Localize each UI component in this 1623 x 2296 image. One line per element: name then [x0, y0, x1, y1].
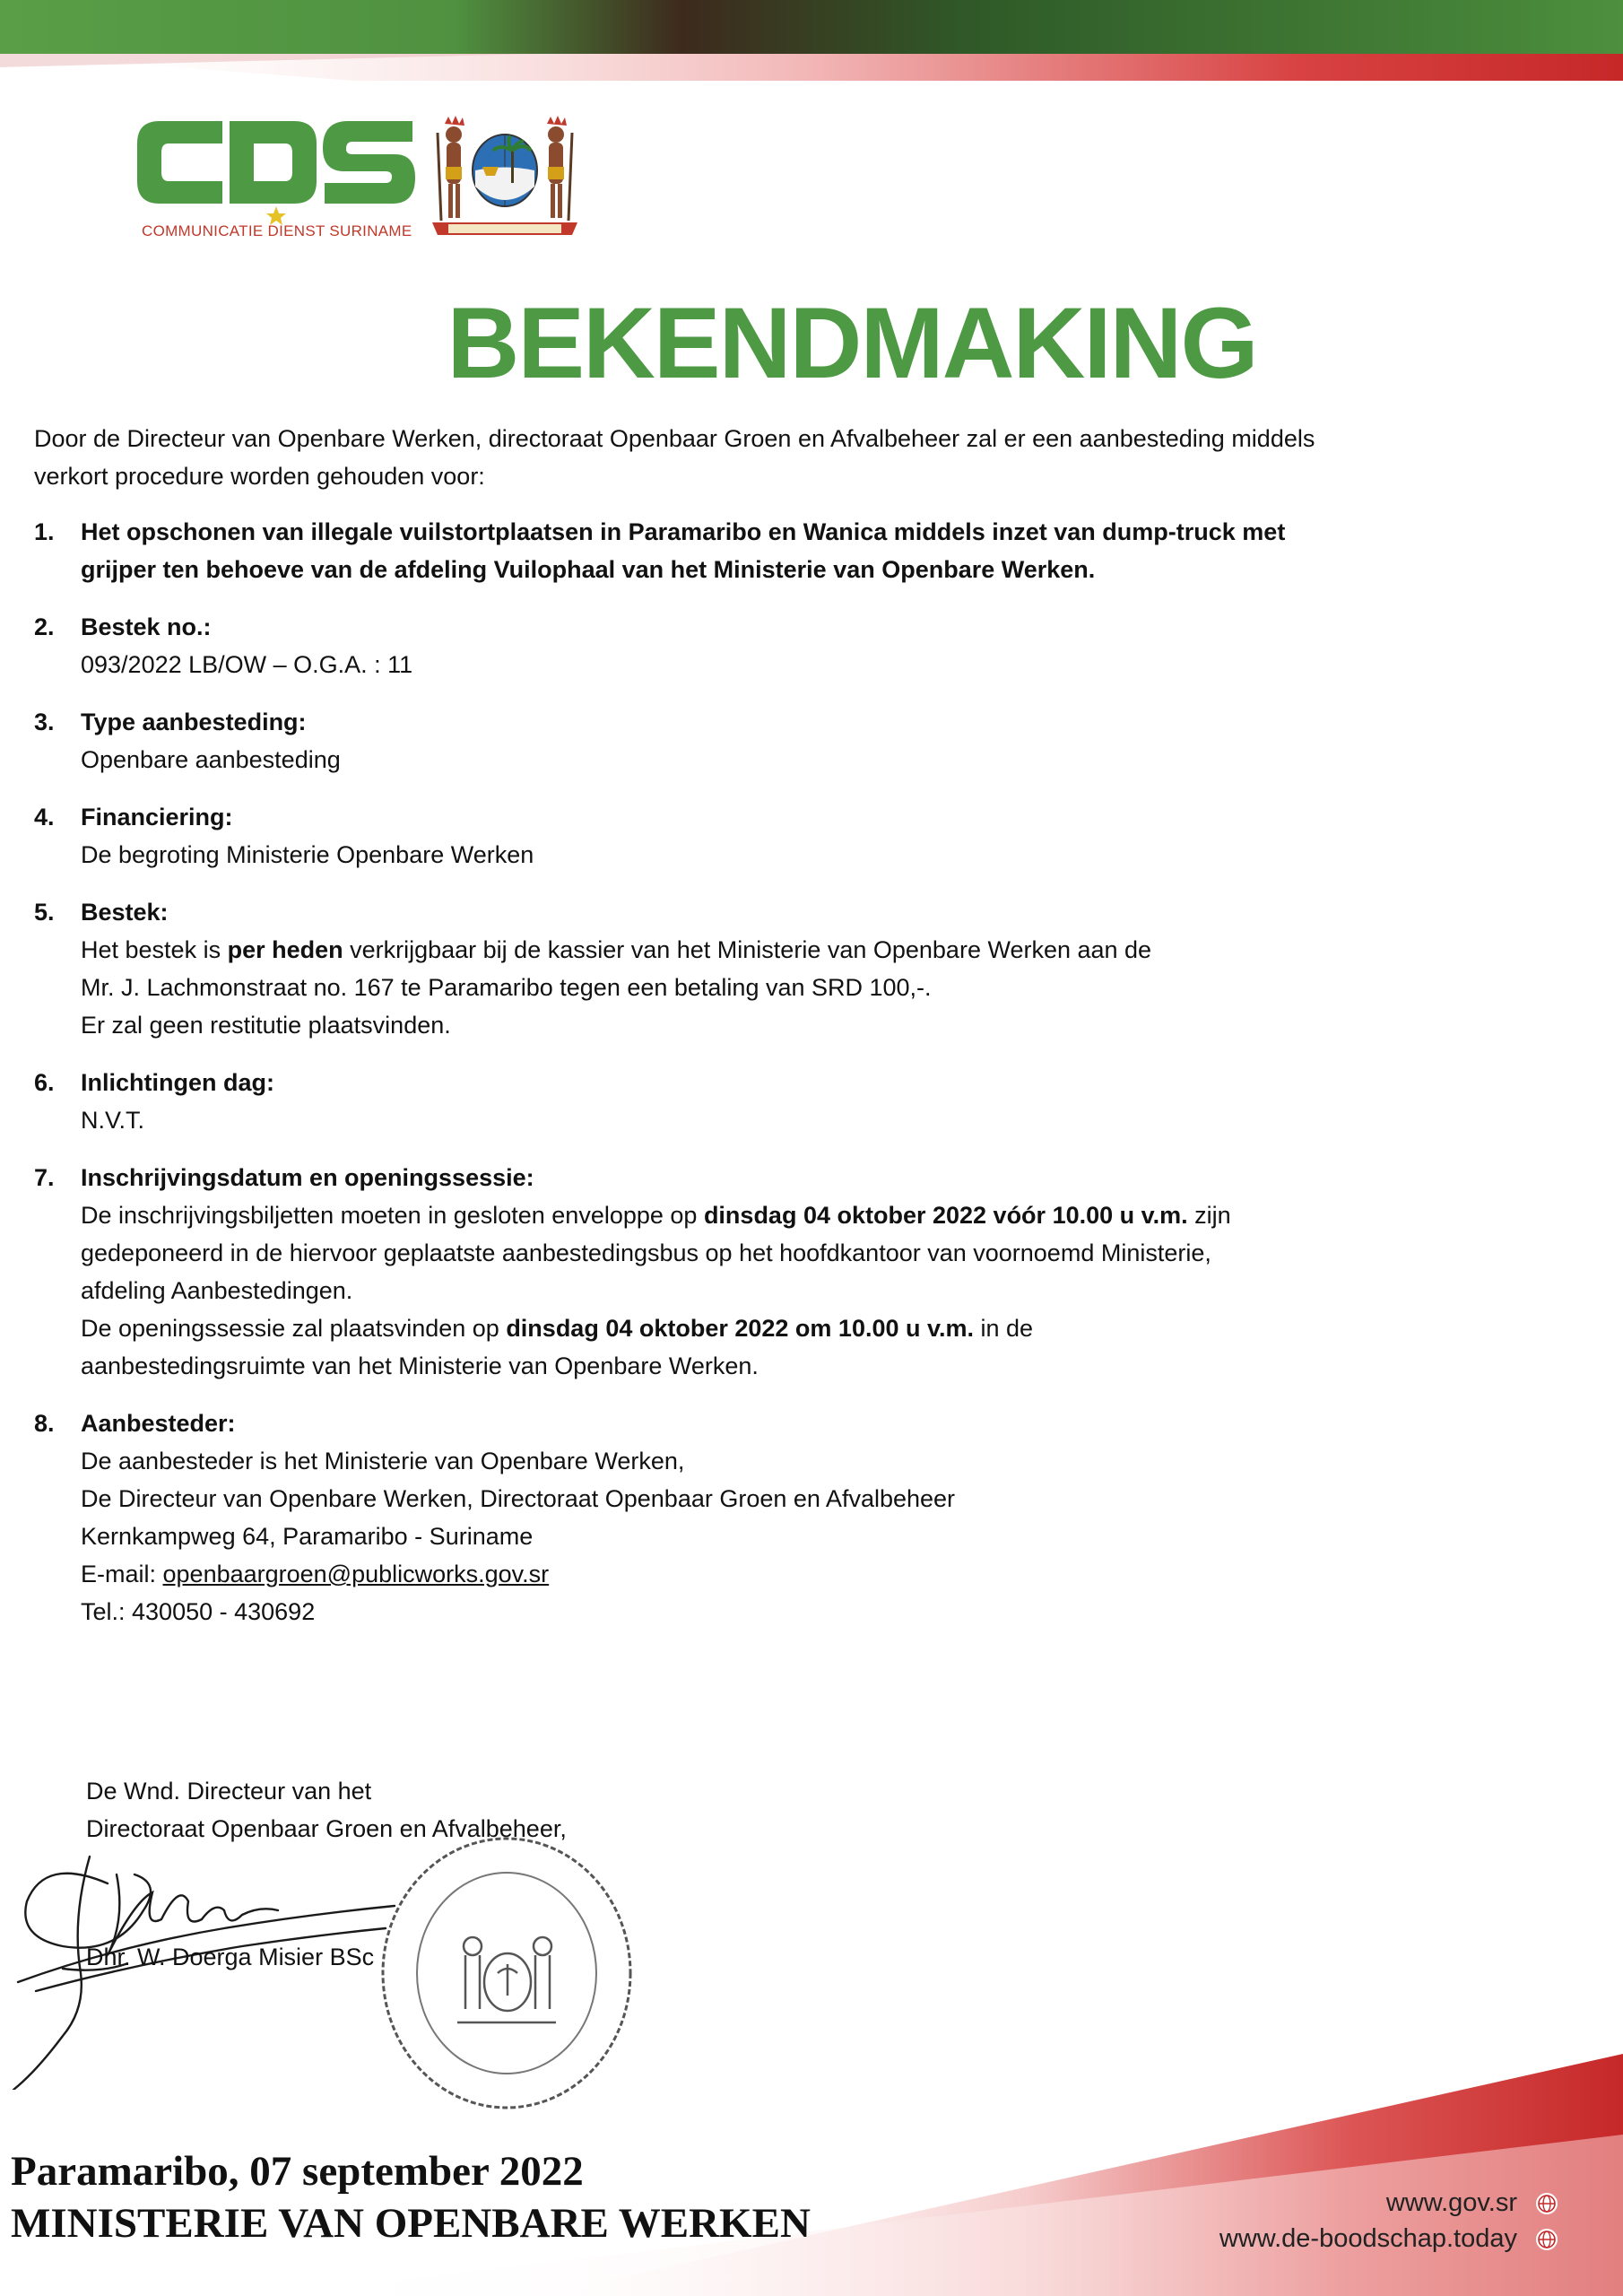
signatory-name: Dhr. W. Doerga Misier BSc — [86, 1944, 375, 1970]
website-link[interactable]: www.gov.sr — [1385, 2188, 1517, 2217]
ministry-name: MINISTERIE VAN OPENBARE WERKEN — [11, 2200, 811, 2247]
text-span: De openingssessie zal plaatsvinden op — [81, 1315, 507, 1342]
item-text-line — [81, 931, 1334, 969]
text-span: in de — [974, 1315, 1034, 1342]
website-link[interactable]: www.de-boodschap.today — [1219, 2224, 1517, 2253]
item-number: 6. — [34, 1069, 55, 1096]
item-text-line: Mr. J. Lachmonstraat no. 167 te Paramaribo tegen een betaling van SRD 100,-. — [81, 974, 932, 1001]
item-text-line: De aanbesteder is het Ministerie van Openbare Werken, — [81, 1448, 685, 1474]
text-span: zijn — [1187, 1202, 1231, 1229]
item-heading: Bestek no.: — [81, 613, 212, 640]
header-band — [0, 0, 1623, 81]
email-line — [81, 1555, 1334, 1593]
item-text-line: De Directeur van Openbare Werken, Directoraat Openbaar Groen en Afvalbeheer — [81, 1485, 956, 1512]
item-heading: Type aanbesteding: — [81, 709, 307, 735]
text-emphasis: dinsdag 04 oktober 2022 om 10.00 u v.m. — [506, 1315, 975, 1342]
item-text: Openbare aanbesteding — [81, 746, 341, 773]
item-text: De begroting Ministerie Openbare Werken — [81, 841, 534, 868]
item-text-line: aanbestedingsruimte van het Ministerie van Openbare Werken. — [81, 1352, 759, 1379]
phone-line: Tel.: 430050 - 430692 — [81, 1598, 316, 1625]
item-number: 2. — [34, 613, 55, 640]
item-number: 4. — [34, 804, 55, 831]
text-span: De inschrijvingsbiljetten moeten in gesloten enveloppe op — [81, 1202, 704, 1229]
item-number: 5. — [34, 899, 55, 926]
email-label: E-mail: — [81, 1561, 163, 1587]
item-heading: Financiering: — [81, 804, 233, 831]
item-heading: Inschrijvingsdatum en openingssessie: — [81, 1164, 534, 1191]
item-heading: Inlichtingen dag: — [81, 1069, 274, 1096]
item-number: 8. — [34, 1410, 55, 1437]
list-item — [34, 1064, 1334, 1139]
announcement-body — [34, 420, 1334, 1650]
item-text-line: Er zal geen restitutie plaatsvinden. — [81, 1012, 451, 1039]
signatory-line: De Wnd. Directeur van het — [86, 1778, 372, 1805]
globe-icon — [1535, 2192, 1558, 2215]
item-text-line: Kernkampweg 64, Paramaribo - Suriname — [81, 1523, 534, 1550]
list-item — [34, 1159, 1334, 1385]
item-number: 7. — [34, 1164, 55, 1191]
text-emphasis: per heden — [227, 936, 343, 963]
coat-of-arms-icon — [429, 115, 581, 240]
list-item — [34, 608, 1334, 683]
place-and-date: Paramaribo, 07 september 2022 — [11, 2148, 584, 2195]
item-text-line: gedeponeerd in de hiervoor geplaatste aanbestedingsbus op het hoofdkantoor van voornoemd Ministerie, — [81, 1239, 1211, 1266]
item-number: 1. — [34, 518, 55, 545]
item-heading: Bestek: — [81, 899, 169, 926]
page-title: BEKENDMAKING — [447, 287, 1257, 399]
item-text-line — [81, 1309, 1334, 1347]
item-heading: Het opschonen van illegale vuilstortplaatsen in Paramaribo en Wanica middels inzet van dump-truck met grijper ten behoeve van de afdeling Vuilophaal van het Ministerie van Openbare Werken. — [81, 518, 1286, 583]
email-link[interactable]: openbaargroen@publicworks.gov.sr — [162, 1561, 550, 1587]
list-item — [34, 703, 1334, 778]
item-number: 3. — [34, 709, 55, 735]
list-item — [34, 513, 1334, 588]
item-text: N.V.T. — [81, 1107, 145, 1134]
item-text-line: afdeling Aanbestedingen. — [81, 1277, 353, 1304]
list-item — [34, 1405, 1334, 1631]
text-span: verkrijgbaar bij de kassier van het Ministerie van Openbare Werken aan de — [343, 936, 1152, 963]
item-heading: Aanbesteder: — [81, 1410, 236, 1437]
list-item — [34, 798, 1334, 874]
text-emphasis: dinsdag 04 oktober 2022 vóór 10.00 u v.m. — [703, 1202, 1188, 1229]
intro-paragraph: Door de Directeur van Openbare Werken, directoraat Openbaar Groen en Afvalbeheer zal er een aanbesteding middels verkort procedure worden gehouden voor: — [34, 425, 1315, 490]
signatory-line: Directoraat Openbaar Groen en Afvalbeheer, — [86, 1815, 567, 1842]
cds-tagline: COMMUNICATIE DIENST SURINAME — [142, 222, 412, 239]
item-text: 093/2022 LB/OW – O.G.A. : 11 — [81, 651, 413, 678]
item-text-line — [81, 1196, 1334, 1234]
globe-icon — [1535, 2228, 1558, 2251]
list-item — [34, 893, 1334, 1044]
text-span: Het bestek is — [81, 936, 228, 963]
